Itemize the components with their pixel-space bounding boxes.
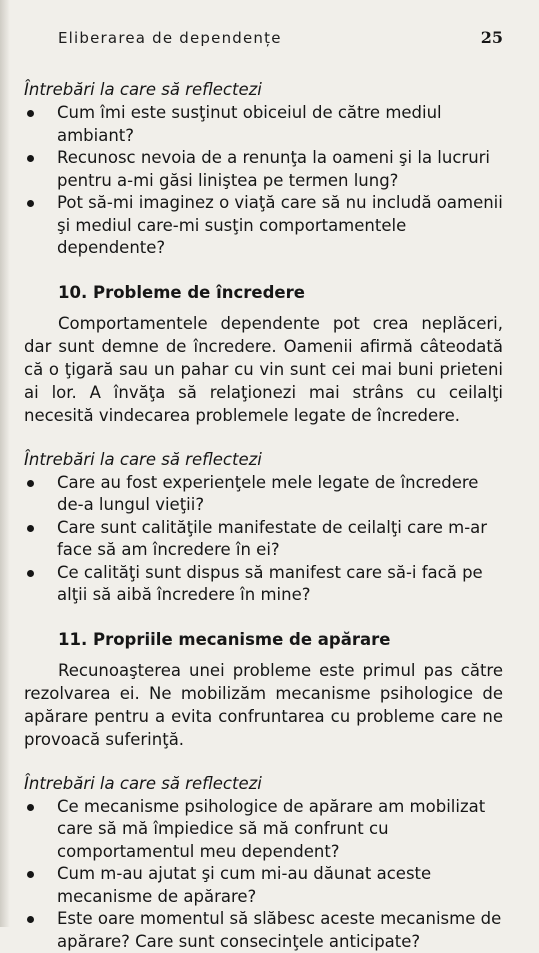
list-item: [24, 796, 503, 864]
questions-list-1: [24, 102, 503, 260]
question-text: Cum m-au ajutat şi cum mi-au dăunat aceste mecanisme de apărare?: [57, 864, 431, 906]
list-item: [24, 908, 503, 953]
questions-heading-2: Întrebări la care să reflectezi: [24, 449, 503, 470]
page-spine-shadow: [0, 0, 10, 927]
question-text: Care au fost experienţele mele legate de încredere de-a lungul vieţii?: [57, 473, 478, 515]
bullet-icon: [27, 155, 34, 162]
bullet-icon: [27, 480, 34, 487]
questions-heading-1: Întrebări la care să reflectezi: [24, 79, 503, 100]
page-number: 25: [481, 28, 503, 47]
list-item: [24, 147, 503, 192]
list-item: [24, 863, 503, 908]
section-paragraph-11: Recunoaşterea unei probleme este primul pas către rezolvarea ei. Ne mobilizăm mecanisme psihologice de apărare pentru a evita confruntarea cu probleme care ne provoacă suferinţă.: [24, 659, 503, 751]
list-item: [24, 192, 503, 260]
running-header: [58, 28, 503, 47]
list-item: [24, 102, 503, 147]
section-heading-10: 10. Probleme de încredere: [58, 282, 503, 304]
bullet-icon: [27, 570, 34, 577]
question-text: Cum îmi este susţinut obiceiul de către mediul ambiant?: [57, 103, 442, 145]
bullet-icon: [27, 525, 34, 532]
bullet-icon: [27, 200, 34, 207]
list-item: [24, 562, 503, 607]
question-text: Care sunt calităţile manifestate de ceilalţi care m-ar face să am încredere în ei?: [57, 518, 487, 560]
bullet-icon: [27, 804, 34, 811]
questions-list-2: [24, 472, 503, 607]
question-text: Ce mecanisme psihologice de apărare am mobilizat care să mă împiedice să mă confrunt cu comportamentul meu dependent?: [57, 797, 485, 861]
list-item: [24, 472, 503, 517]
bullet-icon: [27, 871, 34, 878]
running-title: Eliberarea de dependențe: [58, 29, 282, 47]
section-heading-11: 11. Propriile mecanisme de apărare: [58, 629, 503, 651]
list-item: [24, 517, 503, 562]
bullet-icon: [27, 916, 34, 923]
question-text: Ce calităţi sunt dispus să manifest care să-i facă pe alţii să aibă încredere în mine?: [57, 563, 483, 605]
questions-heading-3: Întrebări la care să reflectezi: [24, 773, 503, 794]
question-text: Este oare momentul să slăbesc aceste mecanisme de apărare? Care sunt consecinţele anticipate?: [57, 909, 501, 951]
questions-list-3: [24, 796, 503, 953]
section-paragraph-10: Comportamentele dependente pot crea neplăceri, dar sunt demne de încredere. Oamenii afirmă câteodată că o ţigară sau un pahar cu vin sunt cei mai buni prieteni ai lor. A învăţa să relaţionezi mai strâns cu ceilalţi necesită vindecarea problemele legate de încredere.: [24, 312, 503, 427]
bullet-icon: [27, 110, 34, 117]
question-text: Recunosc nevoia de a renunţa la oameni şi la lucruri pentru a-mi găsi liniştea pe termen lung?: [57, 148, 490, 190]
question-text: Pot să-mi imaginez o viaţă care să nu includă oamenii şi mediul care-mi susţin comportamentele dependente?: [57, 193, 503, 257]
